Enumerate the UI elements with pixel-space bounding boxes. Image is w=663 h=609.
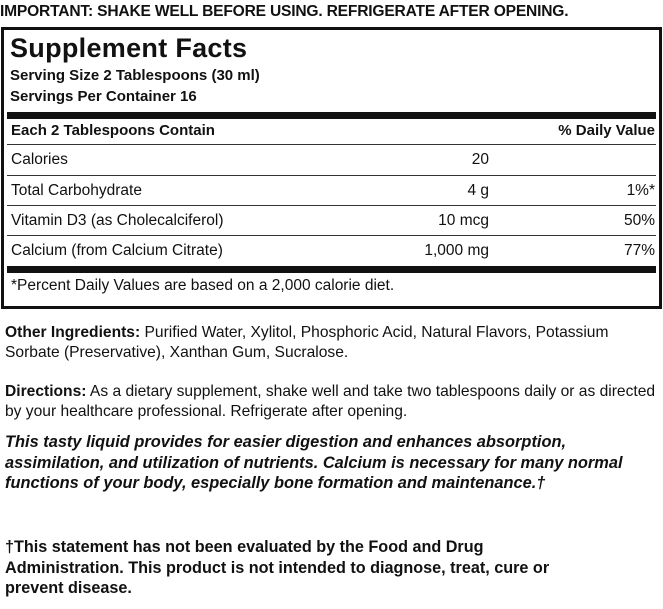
table-row [4, 176, 659, 206]
other-ingredients-label: Other Ingredients: [5, 324, 141, 341]
thick-divider [7, 266, 656, 273]
thick-divider [7, 112, 656, 119]
daily-value-footnote: *Percent Daily Values are based on a 2,000 calorie diet. [11, 277, 395, 294]
facts-title: Supplement Facts [10, 33, 248, 63]
nutrient-amount: 1,000 mg [424, 242, 489, 259]
nutrient-daily-value: 50% [623, 212, 655, 229]
table-row [4, 145, 659, 175]
top-warning: IMPORTANT: SHAKE WELL BEFORE USING. REFRIGERATE AFTER OPENING. [0, 3, 569, 20]
nutrient-name: Vitamin D3 (as Cholecalciferol) [11, 212, 224, 229]
directions [5, 382, 660, 422]
nutrient-name: Total Carbohydrate [11, 182, 142, 199]
other-ingredients [5, 323, 660, 363]
serving-size: Serving Size 2 Tablespoons (30 ml) [10, 67, 260, 84]
nutrient-name: Calcium (from Calcium Citrate) [11, 242, 223, 259]
nutrient-amount: 4 g [467, 182, 489, 199]
nutrient-daily-value: 77% [623, 242, 655, 259]
table-row [4, 206, 659, 236]
servings-per-container: Servings Per Container 16 [10, 88, 197, 105]
fda-disclaimer: †This statement has not been evaluated by the Food and Drug Administration. This product is not intended to diagnose, treat, cure or prevent disease. [5, 538, 550, 597]
other-ingredients-text: Purified Water, Xylitol, Phosphoric Acid, Natural Flavors, Potassium Sorbate (Preservative), Xanthan Gum, Sucralose. [5, 324, 609, 361]
table-row [4, 236, 659, 266]
directions-text: As a dietary supplement, shake well and take two tablespoons daily or as directed by your healthcare professional. Refrigerate after opening. [5, 383, 656, 420]
nutrient-amount: 20 [471, 151, 489, 168]
nutrient-name: Calories [11, 151, 68, 168]
product-claim: This tasty liquid provides for easier digestion and enhances absorption, assimilation, and utilization of nutrients. Calcium is necessary for many normal functions of your body, especially bone formation and maintenance.† [5, 433, 623, 492]
directions-label: Directions: [5, 383, 87, 400]
nutrient-daily-value: 1%* [626, 182, 655, 199]
supplement-facts-panel [1, 27, 662, 309]
daily-value-header: % Daily Value [558, 122, 655, 139]
amount-header: Each 2 Tablespoons Contain [11, 122, 215, 139]
nutrient-amount: 10 mcg [438, 212, 489, 229]
